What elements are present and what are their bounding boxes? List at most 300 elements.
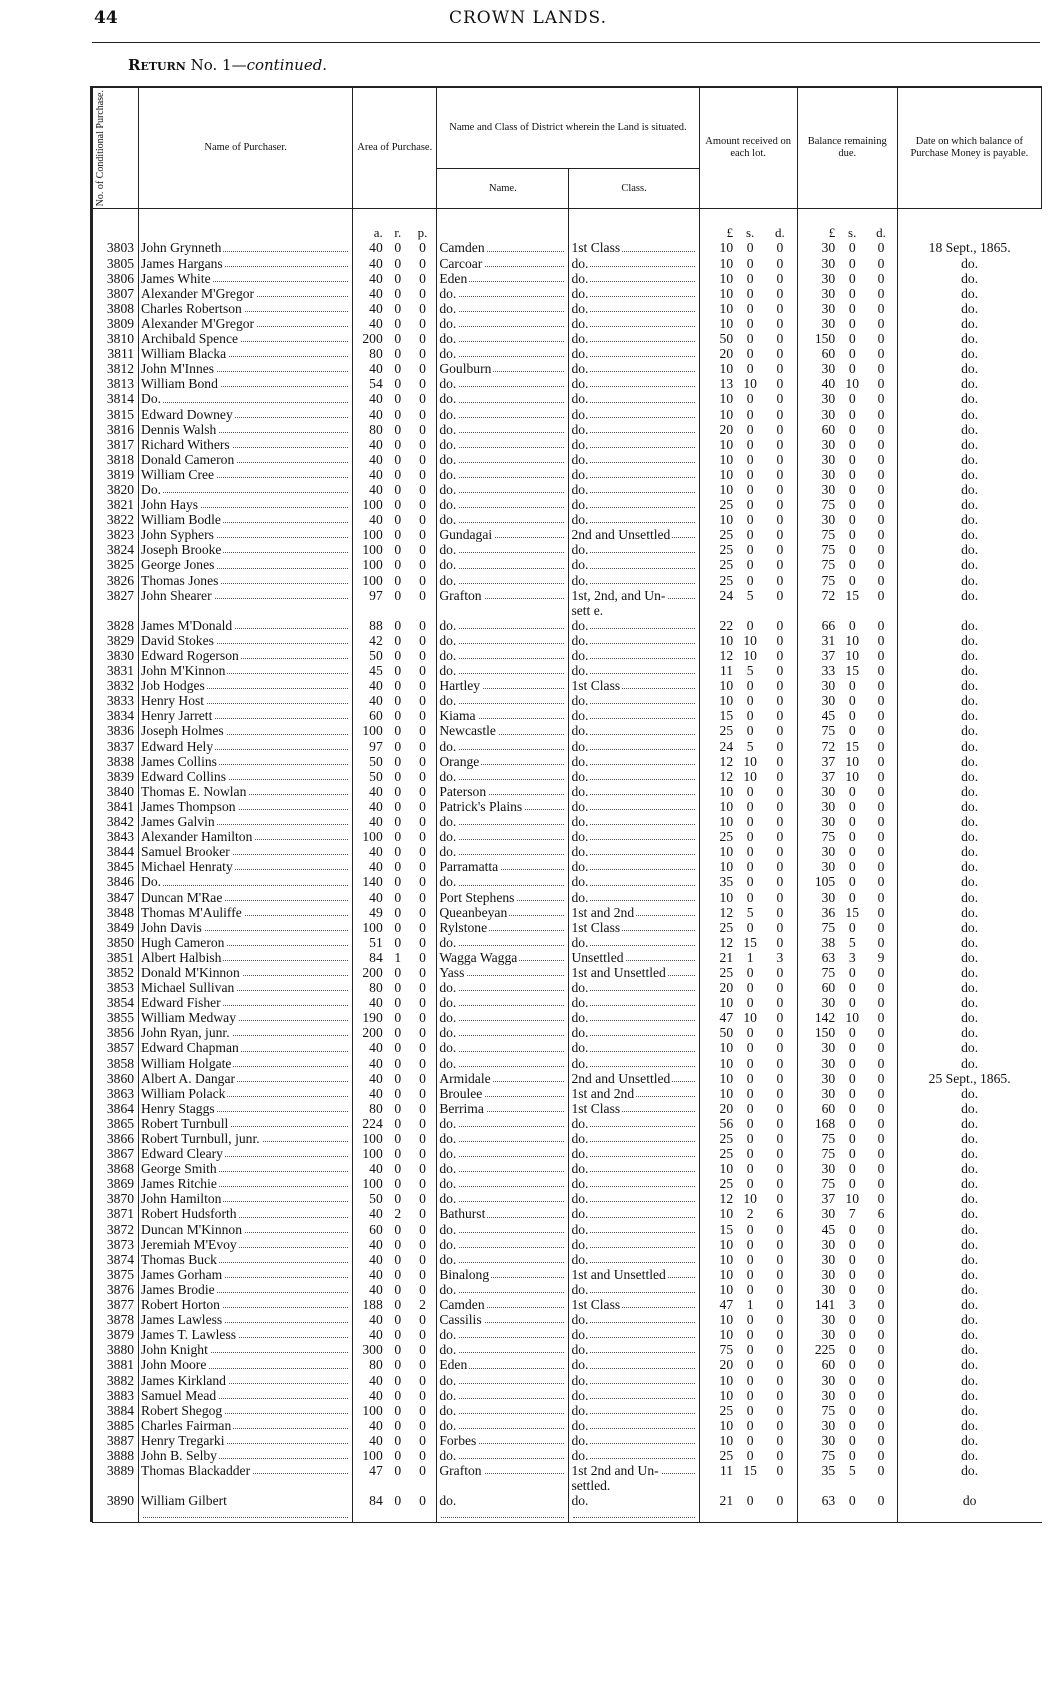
- cell-l2: 30: [797, 316, 839, 331]
- cell-dclass: 1st Class: [569, 1101, 699, 1116]
- cell-p: 0: [419, 1146, 426, 1162]
- cell-dname: do.: [437, 1403, 569, 1418]
- cell-s2: 0: [848, 451, 856, 467]
- cell-l2: 37: [797, 769, 839, 784]
- table-row: [93, 1056, 1042, 1071]
- cell-d2: 0: [877, 421, 885, 437]
- cell-cp: 3840: [93, 784, 139, 799]
- cell-dname: do.: [437, 980, 569, 995]
- cell-name: Robert Horton: [139, 1297, 353, 1312]
- cell-a: 100: [353, 723, 387, 738]
- cell-date: do.: [897, 467, 1041, 482]
- cell-d2: 0: [877, 874, 885, 890]
- cell-d2: 0: [877, 814, 885, 830]
- cell-cp: 3852: [93, 965, 139, 980]
- cell-a: 190: [353, 1010, 387, 1025]
- cell-a: 200: [353, 1025, 387, 1040]
- table-left-border: [90, 86, 92, 1522]
- table-row: [93, 678, 1042, 693]
- cell-l2: 225: [797, 1342, 839, 1357]
- cell-l1: 10: [699, 256, 737, 271]
- cell-name: Richard Withers: [139, 437, 353, 452]
- cell-a: 40: [353, 1206, 387, 1221]
- table-row: [93, 1086, 1042, 1101]
- cell-a: 100: [353, 573, 387, 588]
- cell-dname: do.: [437, 1493, 569, 1522]
- cell-l1: 11: [699, 663, 737, 678]
- cell-p: 0: [419, 481, 426, 497]
- cell-date: do.: [897, 648, 1041, 663]
- cell-name: John Knight: [139, 1342, 353, 1357]
- table-row: [93, 1131, 1042, 1146]
- cell-name: Do.: [139, 874, 353, 889]
- cell-a: 100: [353, 527, 387, 542]
- cell-cp: 3833: [93, 693, 139, 708]
- table-row: [93, 799, 1042, 814]
- cell-l2: 30: [797, 1206, 839, 1221]
- cell-s1: 0: [746, 436, 754, 452]
- cell-s1: 0: [746, 451, 754, 467]
- cell-d1: 0: [776, 723, 784, 739]
- cell-dclass: 2nd and Unsettled: [569, 1071, 699, 1086]
- cell-p: 0: [419, 1387, 426, 1403]
- cell-name: Edward Hely: [139, 739, 353, 754]
- cell-date: do.: [897, 1086, 1041, 1101]
- cell-dname: do.: [437, 346, 569, 361]
- cell-dname: do.: [437, 452, 569, 467]
- cell-r: 0: [394, 421, 402, 437]
- cell-name: William Blacka: [139, 346, 353, 361]
- cell-s1: 0: [746, 1312, 754, 1328]
- cell-dclass: do.: [569, 1010, 699, 1025]
- cell-l2: 60: [797, 422, 839, 437]
- cell-date: do.: [897, 1161, 1041, 1176]
- cell-name: John Moore: [139, 1357, 353, 1372]
- cell-p: 0: [419, 557, 426, 573]
- cell-p: 0: [419, 829, 426, 845]
- cell-p: 0: [419, 1463, 426, 1479]
- cell-dclass: do.: [569, 1252, 699, 1267]
- cell-s2: 5: [848, 1463, 856, 1479]
- cell-d1: 0: [776, 542, 784, 558]
- cell-dname: do.: [437, 1191, 569, 1206]
- cell-s2: 0: [848, 995, 856, 1011]
- cell-cp: 3813: [93, 376, 139, 391]
- cell-s1: 0: [746, 1402, 754, 1418]
- cell-s2: 0: [848, 255, 856, 271]
- cell-dname: Binalong: [437, 1267, 569, 1282]
- cell-s2: 0: [848, 964, 856, 980]
- cell-d1: 0: [776, 300, 784, 316]
- table-row: [93, 346, 1042, 361]
- cell-date: do.: [897, 874, 1041, 889]
- cell-name: Thomas Buck: [139, 1252, 353, 1267]
- cell-dname: Patrick's Plains: [437, 799, 569, 814]
- cell-dname: do.: [437, 1342, 569, 1357]
- cell-s1: 0: [746, 1432, 754, 1448]
- cell-l1: 10: [699, 1418, 737, 1433]
- table-row: [93, 890, 1042, 905]
- cell-s1: 0: [746, 1146, 754, 1162]
- cell-d1: 0: [776, 557, 784, 573]
- cell-cp: 3867: [93, 1146, 139, 1161]
- cell-name: John Hamilton: [139, 1191, 353, 1206]
- cell-s2: 10: [845, 1010, 859, 1026]
- table-row: [93, 1448, 1042, 1463]
- cell-dclass: do.: [569, 512, 699, 527]
- cell-d2: 0: [877, 648, 885, 663]
- cell-cp: 3822: [93, 512, 139, 527]
- cell-date: do.: [897, 422, 1041, 437]
- cell-s2: 0: [848, 466, 856, 482]
- cell-r: 0: [394, 1417, 402, 1433]
- cell-dname: Eden: [437, 1357, 569, 1372]
- table-row: [93, 497, 1042, 512]
- cell-d1: 0: [776, 617, 784, 633]
- cell-a: 84: [353, 1493, 387, 1522]
- cell-cp: 3849: [93, 920, 139, 935]
- cell-date: do.: [897, 376, 1041, 391]
- cell-name: Hugh Cameron: [139, 935, 353, 950]
- cell-d1: 0: [776, 1100, 784, 1116]
- cell-s1: 0: [746, 300, 754, 316]
- cell-r: 0: [394, 783, 402, 799]
- cell-cp: 3845: [93, 859, 139, 874]
- cell-d1: 0: [776, 1176, 784, 1192]
- cell-d2: 0: [877, 1236, 885, 1252]
- cell-name: Robert Hudsforth: [139, 1206, 353, 1221]
- cell-d1: 0: [776, 1161, 784, 1177]
- cell-name: William Polack: [139, 1086, 353, 1101]
- cell-name: James M'Donald: [139, 618, 353, 633]
- cell-r: 0: [394, 844, 402, 860]
- cell-dname: Bathurst: [437, 1206, 569, 1221]
- cell-d2: 0: [877, 300, 885, 316]
- cell-l1: 20: [699, 980, 737, 995]
- cell-l1: 22: [699, 618, 737, 633]
- table-row: [93, 980, 1042, 995]
- cell-name: John Syphers: [139, 527, 353, 542]
- cell-d2: 0: [877, 361, 885, 377]
- cell-dclass: do.: [569, 1282, 699, 1297]
- cell-s1: 0: [746, 1251, 754, 1267]
- cell-cp: 3882: [93, 1373, 139, 1388]
- cell-dclass: do.: [569, 844, 699, 859]
- cell-l1: 25: [699, 1403, 737, 1418]
- cell-l2: 141: [797, 1297, 839, 1312]
- cell-s2: 0: [848, 481, 856, 497]
- cell-s1: 0: [746, 466, 754, 482]
- cell-l2: 75: [797, 723, 839, 738]
- cell-name: Joseph Holmes: [139, 723, 353, 738]
- cell-a: 40: [353, 1252, 387, 1267]
- cell-dclass: settled.: [569, 1478, 699, 1493]
- cell-l1: 25: [699, 723, 737, 738]
- cell-d2: 0: [877, 1432, 885, 1448]
- cell-dname: do.: [437, 1448, 569, 1463]
- cell-dclass: do.: [569, 542, 699, 557]
- cell-a: 40: [353, 1237, 387, 1252]
- cell-r: 0: [394, 964, 402, 980]
- cell-a: 40: [353, 799, 387, 814]
- cell-date: do.: [897, 1252, 1041, 1267]
- cell-cp: 3872: [93, 1222, 139, 1237]
- cell-l1: 25: [699, 1448, 737, 1463]
- cell-s2: 15: [845, 663, 859, 679]
- cell-s1: 10: [743, 768, 757, 784]
- cell-s2: 15: [845, 904, 859, 920]
- cell-d1: 0: [776, 874, 784, 890]
- cell-s1: 0: [746, 331, 754, 347]
- cell-p: 0: [419, 768, 426, 784]
- cell-l2: 30: [797, 844, 839, 859]
- table-row: [93, 935, 1042, 950]
- cell-p: 0: [419, 1342, 426, 1358]
- cell-s1: 5: [746, 663, 754, 679]
- cell-l1: 10: [699, 890, 737, 905]
- cell-name: William Holgate: [139, 1056, 353, 1071]
- cell-dname: do.: [437, 391, 569, 406]
- cell-dclass: do.: [569, 814, 699, 829]
- cell-name: James Lawless: [139, 1312, 353, 1327]
- cell-cp: 3837: [93, 739, 139, 754]
- cell-s1: 0: [746, 723, 754, 739]
- cell-dclass: do.: [569, 1191, 699, 1206]
- cell-a: 188: [353, 1297, 387, 1312]
- table-row: [93, 1146, 1042, 1161]
- cell-s2: 0: [848, 1055, 856, 1071]
- cell-d1: 0: [776, 270, 784, 286]
- cell-s2: 0: [848, 1447, 856, 1463]
- table-row: [93, 920, 1042, 935]
- cell-l2: 30: [797, 240, 839, 255]
- cell-dname: do.: [437, 407, 569, 422]
- cell-name: Archibald Spence: [139, 331, 353, 346]
- cell-dname: Cassilis: [437, 1312, 569, 1327]
- table-row: [93, 648, 1042, 663]
- cell-l1: 10: [699, 1327, 737, 1342]
- cell-s1: 0: [746, 798, 754, 814]
- table-row: [93, 407, 1042, 422]
- cell-p: 0: [419, 1312, 426, 1328]
- cell-dclass: do.: [569, 693, 699, 708]
- cell-r: 0: [394, 1281, 402, 1297]
- cell-d2: 0: [877, 240, 885, 256]
- cell-s2: 0: [848, 1312, 856, 1328]
- cell-l2: 30: [797, 1312, 839, 1327]
- cell-d2: 0: [877, 1417, 885, 1433]
- cell-d2: [865, 1478, 897, 1493]
- cell-dclass: do.: [569, 890, 699, 905]
- cell-l2: 168: [797, 1116, 839, 1131]
- cell-dname: do.: [437, 829, 569, 844]
- cell-dclass: sett e.: [569, 603, 699, 618]
- cell-date: do.: [897, 588, 1041, 603]
- cell-date: do.: [897, 512, 1041, 527]
- col-header-balance: Balance remaining due.: [797, 87, 897, 209]
- cell-s2: 0: [848, 436, 856, 452]
- cell-s1: 0: [746, 527, 754, 543]
- cell-l2: 30: [797, 1373, 839, 1388]
- cell-s2: 0: [848, 1236, 856, 1252]
- cell-d1: 0: [776, 1297, 784, 1313]
- cell-a: 40: [353, 391, 387, 406]
- cell-a: 100: [353, 920, 387, 935]
- cell-dclass: do.: [569, 1448, 699, 1463]
- cell-date: do.: [897, 965, 1041, 980]
- cell-a: 80: [353, 1101, 387, 1116]
- cell-r: 0: [394, 708, 402, 724]
- cell-dclass: do.: [569, 391, 699, 406]
- cell-s2: 0: [848, 1387, 856, 1403]
- cell-date: do.: [897, 739, 1041, 754]
- cell-s2: 0: [848, 361, 856, 377]
- cell-p: 0: [419, 995, 426, 1011]
- cell-l1: 10: [699, 1312, 737, 1327]
- cell-d1: 0: [776, 829, 784, 845]
- cell-d2: 0: [877, 678, 885, 694]
- cell-r: 0: [394, 904, 402, 920]
- cell-l2: 30: [797, 361, 839, 376]
- cell-dname: Armidale: [437, 1071, 569, 1086]
- cell-l1: 10: [699, 814, 737, 829]
- cell-s2: 0: [848, 406, 856, 422]
- cell-l1: 10: [699, 240, 737, 255]
- cell-a: 40: [353, 361, 387, 376]
- cell-s1: 0: [746, 1055, 754, 1071]
- cell-date: do.: [897, 527, 1041, 542]
- cell-s1: 0: [746, 1327, 754, 1343]
- cell-dclass: do.: [569, 346, 699, 361]
- cell-p: 0: [419, 240, 426, 256]
- cell-s1: [737, 603, 763, 618]
- cell-date: do.: [897, 1342, 1041, 1357]
- cell-d2: 0: [877, 1085, 885, 1101]
- cell-dclass: do.: [569, 331, 699, 346]
- cell-d1: 0: [776, 1251, 784, 1267]
- cell-s2: 0: [848, 512, 856, 528]
- cell-date: do.: [897, 557, 1041, 572]
- cell-date: do.: [897, 1101, 1041, 1116]
- cell-date: do.: [897, 1222, 1041, 1237]
- cell-dclass: do.: [569, 1146, 699, 1161]
- cell-s2: 0: [848, 285, 856, 301]
- cell-dname: Rylstone: [437, 920, 569, 935]
- cell-name: John Ryan, junr.: [139, 1025, 353, 1040]
- table-row: [93, 391, 1042, 406]
- cell-d2: 0: [877, 859, 885, 875]
- table-row: [93, 557, 1042, 572]
- cell-d1: 0: [776, 1055, 784, 1071]
- cell-date: do.: [897, 361, 1041, 376]
- cell-d1: 0: [776, 1357, 784, 1373]
- cell-d1: 0: [776, 1085, 784, 1101]
- table-row: [93, 271, 1042, 286]
- cell-r: 0: [394, 1070, 402, 1086]
- cell-d2: 0: [877, 1281, 885, 1297]
- cell-r: 0: [394, 240, 402, 256]
- cell-s2: 0: [848, 346, 856, 362]
- cell-l1: [699, 1478, 737, 1493]
- cell-l2: 45: [797, 1222, 839, 1237]
- cell-date: do.: [897, 286, 1041, 301]
- cell-name: [139, 603, 353, 618]
- cell-p: 0: [419, 617, 426, 633]
- table-row: [93, 1025, 1042, 1040]
- cell-r: 0: [394, 587, 402, 603]
- cell-d1: 0: [776, 1025, 784, 1041]
- cell-name: William Bodle: [139, 512, 353, 527]
- cell-s2: 0: [848, 497, 856, 513]
- cell-r: 0: [394, 1100, 402, 1116]
- cell-d2: 0: [877, 798, 885, 814]
- cell-l2: 150: [797, 331, 839, 346]
- cell-a: 40: [353, 452, 387, 467]
- cell-d1: 0: [776, 1372, 784, 1388]
- unit-roods: r.: [394, 225, 402, 241]
- cell-a: 40: [353, 1056, 387, 1071]
- table-row: [93, 240, 1042, 255]
- cell-s1: 0: [746, 1493, 754, 1509]
- cell-a: 100: [353, 497, 387, 512]
- cell-d1: 0: [776, 904, 784, 920]
- cell-s2: 0: [848, 844, 856, 860]
- cell-s1: 15: [743, 934, 757, 950]
- cell-d1: 0: [776, 1342, 784, 1358]
- cell-dclass: do.: [569, 557, 699, 572]
- cell-r: [387, 1478, 409, 1493]
- cell-name: John Hays: [139, 497, 353, 512]
- cell-date: do.: [897, 1040, 1041, 1055]
- cell-s2: 0: [848, 542, 856, 558]
- cell-d1: 0: [776, 1463, 784, 1479]
- cell-date: do.: [897, 1433, 1041, 1448]
- cell-p: 0: [419, 255, 426, 271]
- cell-r: 0: [394, 1463, 402, 1479]
- cell-l1: 12: [699, 769, 737, 784]
- cell-d2: 0: [877, 406, 885, 422]
- return-number: No. 1—: [190, 56, 247, 74]
- cell-l1: 47: [699, 1010, 737, 1025]
- cell-r: 0: [394, 723, 402, 739]
- cell-a: 40: [353, 784, 387, 799]
- cell-l2: 30: [797, 256, 839, 271]
- cell-a: 50: [353, 769, 387, 784]
- cell-s1: 0: [746, 844, 754, 860]
- cell-name: John M'Innes: [139, 361, 353, 376]
- cell-cp: 3853: [93, 980, 139, 995]
- return-continued: continued.: [246, 56, 328, 74]
- cell-d1: 0: [776, 708, 784, 724]
- cell-d1: 0: [776, 889, 784, 905]
- cell-a: 49: [353, 905, 387, 920]
- cell-cp: 3890: [93, 1493, 139, 1522]
- cell-dclass: do.: [569, 1237, 699, 1252]
- cell-d1: 0: [776, 1131, 784, 1146]
- cell-name: Charles Robertson: [139, 301, 353, 316]
- cell-l1: 10: [699, 301, 737, 316]
- cell-p: 0: [419, 331, 426, 347]
- cell-p: 0: [419, 1055, 426, 1071]
- cell-s1: 0: [746, 572, 754, 588]
- cell-d2: 0: [877, 1161, 885, 1177]
- cell-date: do.: [897, 754, 1041, 769]
- cell-cp: 3816: [93, 422, 139, 437]
- cell-r: 0: [394, 285, 402, 301]
- cell-date: do.: [897, 1237, 1041, 1252]
- cell-s1: 0: [746, 874, 754, 890]
- cell-s2: 0: [848, 1251, 856, 1267]
